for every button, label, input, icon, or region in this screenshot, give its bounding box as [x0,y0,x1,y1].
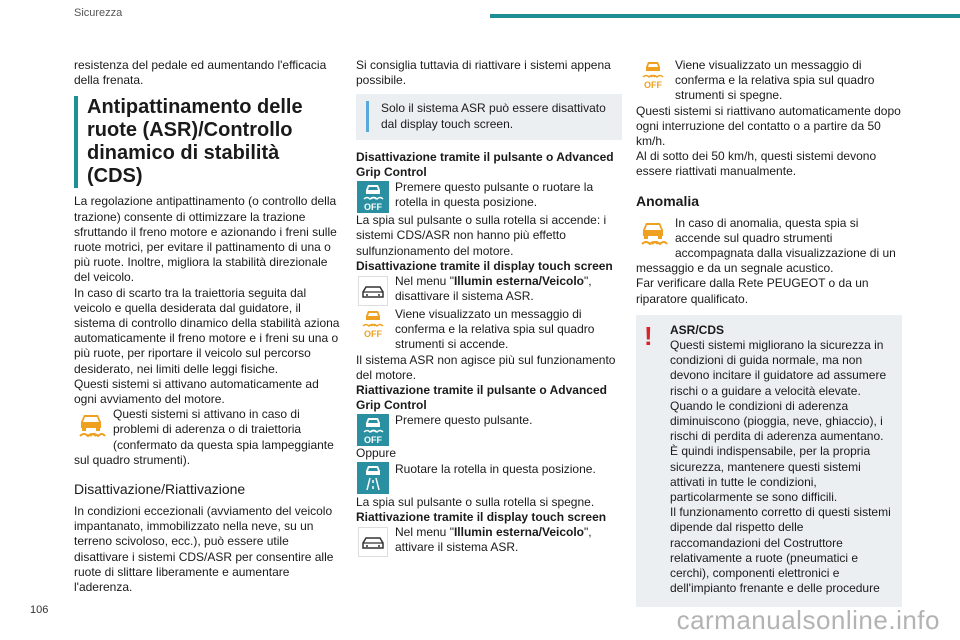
icon-paragraph-text: Viene visualizzato un messaggio di conferma e la relativa spia sul quadro strumenti si accende. [395,307,595,352]
icon-paragraph-text: Questi sistemi si attivano in caso di problemi di aderenza o di traiettoria (confermato da questa spia lampeggiante sul quadro strumenti). [74,407,334,467]
skidding-car-off-warning-icon [636,58,669,91]
warning-title: ASR/CDS [670,322,725,337]
icon-paragraph-text: Nel menu "Illumin esterna/Veicolo", disattivare il sistema ASR. [395,274,592,304]
warning-content [670,323,894,597]
skidding-car-off-icon [356,180,389,213]
column-2 [356,58,622,558]
svg-text:OFF: OFF [363,328,382,339]
icon-paragraph [356,413,622,446]
section-heading [74,96,340,188]
icon-paragraph-text: Viene visualizzato un messaggio di conferma e la relativa spia sul quadro strumenti si spegne. [675,58,875,103]
skidding-car-warning-icon [74,407,107,440]
warning-paragraph: Il funzionamento corretto di questi sistemi dipende dal rispetto delle raccomandazioni del Costruttore relativamente a ruote (pneumatici e cerchi), componenti elettronici e dell'impianto frenante e delle procedure [670,505,891,596]
paragraph: La regolazione antipattinamento (o controllo della trazione) consente di ottimizzare la trazione sfruttando il freno motore e azionando i freni sulle ruote motrici, per evitare il pattinamento di una o più ruote. Inoltre, migliora la stabilità direzionale del veicolo. [74,194,337,285]
info-bar [366,101,369,131]
header-accent-bar [490,14,960,18]
icon-paragraph [356,462,622,495]
column-3 [636,58,902,607]
paragraph: In caso di scarto tra la traiettoria seguita dal veicolo e quella desiderata dal guidatore, il sistema di controllo dinamico della stabilità aziona automaticamente il freno motore e i freni su una o più ruote, per riportare il veicolo sul percorso desiderato, nei limiti delle leggi fisiche. [74,285,340,376]
icon-paragraph [356,307,622,353]
warning-box [636,315,902,607]
svg-text:OFF: OFF [363,434,382,445]
icon-paragraph [74,407,340,468]
skidding-car-warning-icon [636,216,669,249]
road-mode-icon [356,462,389,495]
icon-paragraph [636,58,902,104]
icon-paragraph-text: Ruotare la rotella in questa posizione. [395,461,596,476]
warning-paragraph: Quando le condizioni di aderenza diminuiscono (pioggia, neve, ghiaccio), i rischi di perdita di aderenza aumentano. È quindi indispensabile, per la propria sicurezza, mantenere questi sistemi attivati in tutte le condizioni, particolarmente se sono difficili. [670,398,884,505]
procedure-heading: Riattivazione tramite il pulsante o Advanced Grip Control [356,383,607,413]
procedure-heading: Disattivazione tramite il display touch screen [356,258,613,273]
warning-paragraph: Questi sistemi migliorano la sicurezza in condizioni di guida normale, ma non devono incitare il guidatore ad assumere rischi o a guidare a velocità elevate. [670,338,887,398]
icon-paragraph-text: Nel menu "Illumin esterna/Veicolo", attivare il sistema ASR. [395,525,592,555]
watermark: carmanualsonline.info [676,605,940,635]
procedure-heading: Disattivazione tramite il pulsante o Advanced Grip Control [356,149,614,180]
info-note [356,94,622,139]
paragraph: La spia sul pulsante o sulla rotella si accende: i sistemi CDS/ASR non hanno più effetto sulfunzionamento del motore. [356,213,607,258]
svg-text:OFF: OFF [643,79,662,90]
procedure-heading: Riattivazione tramite il display touch screen [356,509,607,524]
paragraph: Il sistema ASR non agisce più sul funzionamento del motore. [356,352,616,382]
menu-name: Illumin esterna/Veicolo [453,274,584,289]
icon-paragraph [356,274,622,307]
subheading: Disattivazione/Riattivazione [74,481,246,498]
menu-name: Illumin esterna/Veicolo [453,525,584,540]
icon-paragraph-text: In caso di anomalia, questa spia si accende sul quadro strumenti accompagnata dalla visualizzazione di un messaggio e da un segnale acustico. [636,215,896,276]
paragraph: Far verificare dalla Rete PEUGEOT o da un riparatore qualificato. [636,276,869,306]
icon-paragraph [356,180,622,213]
subheading: Anomalia [636,192,700,209]
heading-accent-bar [74,96,78,188]
icon-paragraph [356,525,622,558]
skidding-car-off-warning-icon [356,307,389,340]
skidding-car-off-icon [356,413,389,446]
icon-paragraph-text: Premere questo pulsante. [395,413,533,428]
page-number: 106 [30,604,49,616]
paragraph: Questi sistemi si attivano automaticamente ad ogni avviamento del motore. [74,376,319,407]
paragraph: Al di sotto dei 50 km/h, questi sistemi devono essere riattivati manualmente. [636,149,877,179]
exclamation-icon: ! [644,320,653,351]
paragraph: Questi sistemi si riattivano automaticamente dopo ogni interruzione del contatto o a partire da 50 km/h. [636,103,901,149]
column-1 [74,58,340,595]
paragraph: Si consiglia tuttavia di riattivare i sistemi appena possibile. [356,58,611,88]
info-note-text: Solo il sistema ASR può essere disattivato dal display touch screen. [381,101,606,131]
paragraph: La spia sul pulsante o sulla rotella si spegne. [356,494,595,509]
icon-paragraph-text: Premere questo pulsante o ruotare la rotella in questa posizione. [395,180,594,210]
paragraph: Oppure [356,446,397,461]
car-outline-icon [356,525,389,558]
section-heading-text: Antipattinamento delle ruote (ASR)/Controllo dinamico di stabilità (CDS) [87,96,303,188]
intro-paragraph: resistenza del pedale ed aumentando l'efficacia della frenata. [74,58,327,88]
section-title: Sicurezza [74,7,123,19]
paragraph: In condizioni eccezionali (avviamento del veicolo impantanato, immobilizzato nella neve, su un terreno scivoloso, ecc.), può essere utile disattivare i sistemi CDS/ASR per consentire alle ruote di slittare liberamente e aumentare l'aderenza. [74,504,334,595]
svg-text:OFF: OFF [363,201,382,212]
icon-paragraph [636,216,902,277]
car-outline-icon [356,274,389,307]
